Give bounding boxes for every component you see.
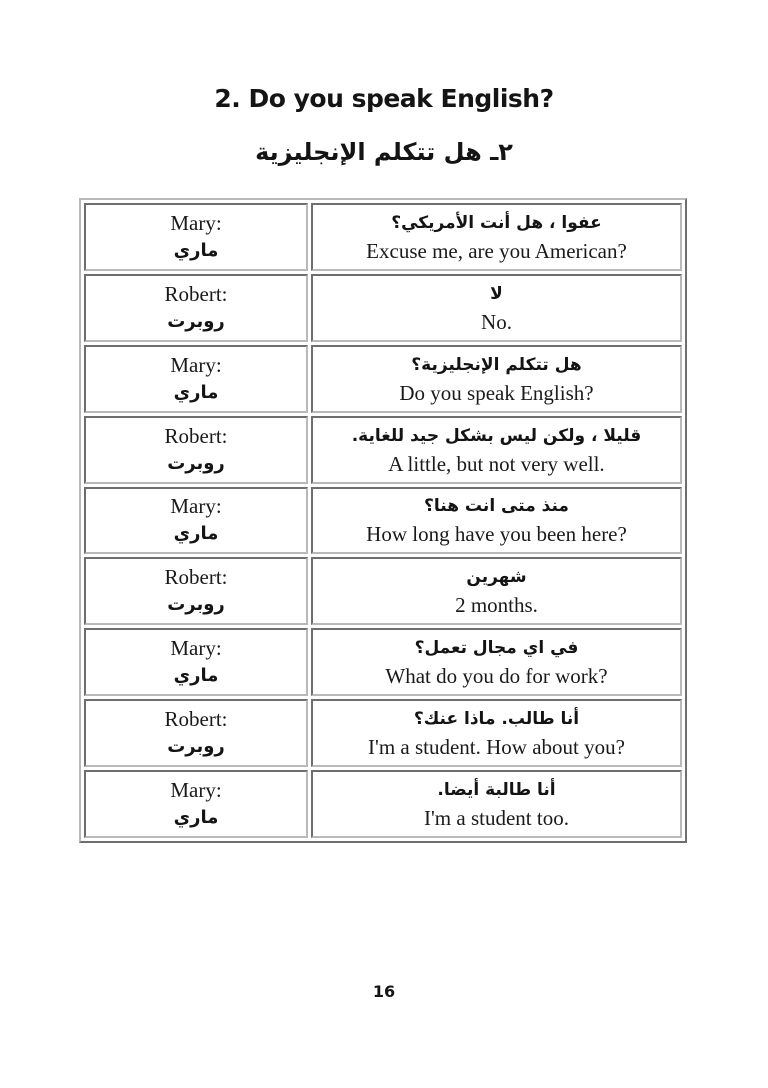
line-english: 2 months. bbox=[455, 593, 538, 618]
line-english: A little, but not very well. bbox=[388, 451, 605, 476]
line-cell bbox=[311, 487, 682, 555]
line-arabic: شهرين bbox=[466, 567, 527, 588]
speaker-name-arabic: ماري bbox=[173, 665, 219, 687]
speaker-cell bbox=[84, 770, 308, 838]
line-cell bbox=[311, 203, 682, 271]
line-english: Do you speak English? bbox=[399, 380, 594, 405]
speaker-name-english: Mary: bbox=[170, 352, 222, 377]
dialogue-row bbox=[84, 557, 682, 625]
speaker-name-english: Mary: bbox=[170, 210, 222, 235]
speaker-name-arabic: ماري bbox=[173, 523, 219, 545]
speaker-cell bbox=[84, 416, 308, 484]
speaker-cell bbox=[84, 487, 308, 555]
speaker-cell bbox=[84, 699, 308, 767]
speaker-name-english: Mary: bbox=[170, 494, 222, 519]
speaker-name-english: Robert: bbox=[164, 423, 228, 448]
line-english: What do you do for work? bbox=[385, 664, 608, 689]
speaker-name-arabic: ماري bbox=[173, 381, 219, 403]
line-english: How long have you been here? bbox=[366, 522, 627, 547]
line-cell bbox=[311, 274, 682, 342]
speaker-name-arabic: ماري bbox=[173, 807, 219, 828]
speaker-name-english: Mary: bbox=[170, 636, 222, 661]
line-english: No. bbox=[481, 309, 512, 334]
line-arabic: لا bbox=[490, 283, 503, 304]
speaker-cell bbox=[84, 274, 308, 342]
line-english: I'm a student. How about you? bbox=[368, 735, 625, 760]
line-cell bbox=[311, 345, 682, 413]
lesson-title-english: 2. Do you speak English? bbox=[214, 84, 554, 113]
speaker-name-english: Robert: bbox=[164, 565, 228, 590]
line-arabic: هل تتكلم الإنجليزية؟ bbox=[411, 354, 582, 375]
speaker-cell bbox=[84, 345, 308, 413]
page-number: 16 bbox=[372, 982, 396, 1001]
speaker-name-arabic: روبرت bbox=[167, 310, 225, 332]
speaker-name-english: Robert: bbox=[164, 281, 228, 306]
dialogue-row bbox=[84, 345, 682, 413]
dialogue-row bbox=[84, 487, 682, 555]
line-arabic: أنا طالب. ماذا عنك؟ bbox=[413, 709, 580, 730]
speaker-name-arabic: ماري bbox=[173, 239, 219, 261]
line-cell bbox=[311, 557, 682, 625]
line-cell bbox=[311, 628, 682, 696]
speaker-name-arabic: روبرت bbox=[167, 736, 225, 758]
speaker-name-english: Mary: bbox=[170, 778, 222, 802]
speaker-cell bbox=[84, 628, 308, 696]
speaker-cell bbox=[84, 557, 308, 625]
line-cell bbox=[311, 770, 682, 838]
dialogue-row bbox=[84, 770, 682, 838]
line-cell bbox=[311, 416, 682, 484]
lesson-title-arabic: ٢ـ هل تتكلم الإنجليزية bbox=[255, 138, 513, 166]
line-arabic: قليلا ، ولكن ليس بشكل جيد للغاية. bbox=[351, 425, 642, 446]
dialogue-table bbox=[79, 198, 687, 843]
line-arabic: عفوا ، هل أنت الأمريكي؟ bbox=[391, 212, 602, 233]
line-cell bbox=[311, 699, 682, 767]
dialogue-row bbox=[84, 416, 682, 484]
dialogue-row bbox=[84, 628, 682, 696]
dialogue-row bbox=[84, 203, 682, 271]
line-english: Excuse me, are you American? bbox=[366, 238, 627, 263]
speaker-name-english: Robert: bbox=[164, 707, 228, 732]
line-english: I'm a student too. bbox=[424, 806, 569, 830]
speaker-name-arabic: روبرت bbox=[167, 452, 225, 474]
dialogue-row bbox=[84, 274, 682, 342]
speaker-name-arabic: روبرت bbox=[167, 594, 225, 616]
line-arabic: في اي مجال تعمل؟ bbox=[414, 638, 579, 659]
speaker-cell bbox=[84, 203, 308, 271]
line-arabic: أنا طالبة أيضا. bbox=[437, 780, 556, 800]
dialogue-row bbox=[84, 699, 682, 767]
line-arabic: منذ متى انت هنا؟ bbox=[424, 496, 569, 517]
